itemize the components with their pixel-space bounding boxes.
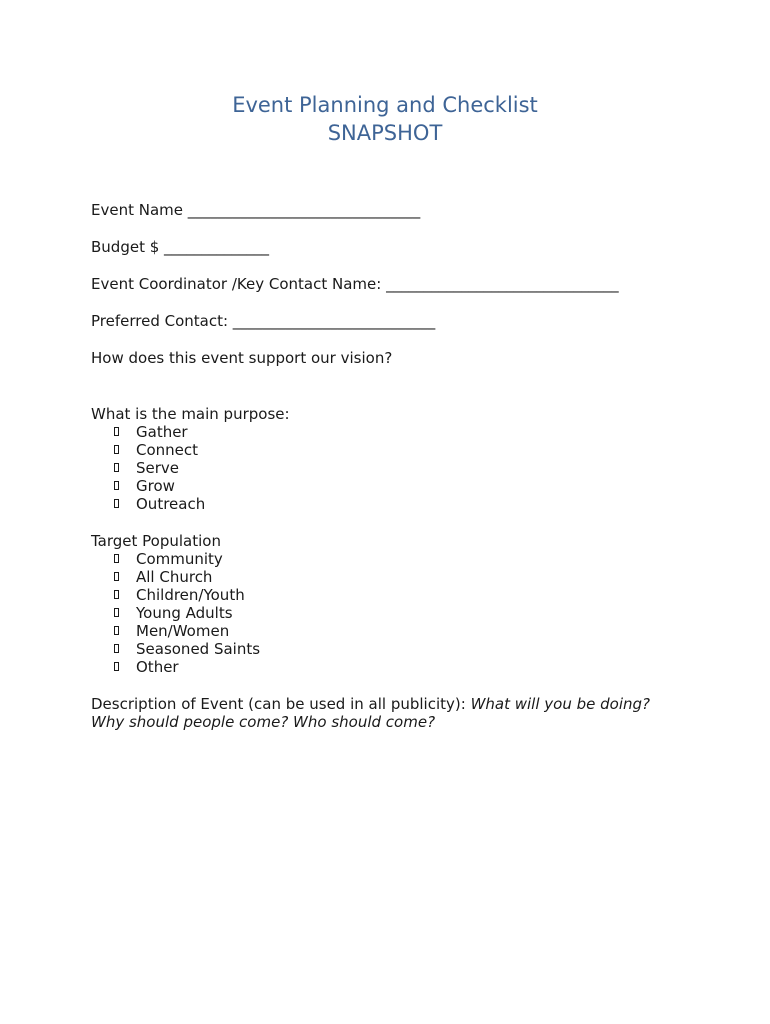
target-population-list: [91, 550, 691, 676]
checkbox-icon[interactable]: [114, 662, 119, 671]
checkbox-item-outreach[interactable]: [91, 495, 691, 513]
checkbox-label: Gather: [136, 423, 188, 441]
checkbox-item-other[interactable]: [91, 658, 691, 676]
checkbox-icon[interactable]: [114, 481, 119, 490]
checkbox-icon[interactable]: [114, 626, 119, 635]
checkbox-label: Serve: [136, 459, 180, 477]
checkbox-item-children-youth[interactable]: [91, 586, 691, 604]
checkbox-icon[interactable]: [114, 608, 119, 617]
checkbox-item-seasoned-saints[interactable]: [91, 640, 691, 658]
coordinator-field[interactable]: Event Coordinator /Key Contact Name: _______________________________: [91, 275, 619, 293]
checkbox-item-all-church[interactable]: [91, 568, 691, 586]
description-lead: Description of Event (can be used in all publicity):: [91, 695, 471, 713]
checkbox-label: Men/Women: [136, 622, 230, 640]
preferred-contact-field[interactable]: Preferred Contact: ___________________________: [91, 312, 436, 330]
checkbox-label: Children/Youth: [136, 586, 245, 604]
checkbox-icon[interactable]: [114, 499, 119, 508]
checkbox-label: Young Adults: [136, 604, 233, 622]
checkbox-icon[interactable]: [114, 427, 119, 436]
event-name-field[interactable]: Event Name _______________________________: [91, 201, 421, 219]
checkbox-icon[interactable]: [114, 644, 119, 653]
budget-field[interactable]: Budget $ ______________: [91, 238, 270, 256]
checkbox-label: Community: [136, 550, 223, 568]
form-content: [91, 201, 691, 731]
description-prompt-line-1: What will you be doing?: [470, 695, 650, 713]
document-title: [0, 91, 770, 147]
checkbox-icon[interactable]: [114, 463, 119, 472]
checkbox-item-connect[interactable]: [91, 441, 691, 459]
purpose-heading: What is the main purpose:: [91, 405, 290, 423]
checkbox-item-grow[interactable]: [91, 477, 691, 495]
checkbox-item-gather[interactable]: [91, 423, 691, 441]
checkbox-label: Outreach: [136, 495, 206, 513]
checkbox-icon[interactable]: [114, 590, 119, 599]
checkbox-item-community[interactable]: [91, 550, 691, 568]
title-line-2: SNAPSHOT: [327, 121, 443, 145]
description-prompt-line-2: Why should people come? Who should come?: [91, 713, 436, 731]
checkbox-label: Other: [136, 658, 179, 676]
checkbox-label: All Church: [136, 568, 213, 586]
checkbox-label: Seasoned Saints: [136, 640, 261, 658]
checkbox-icon[interactable]: [114, 572, 119, 581]
target-population-heading: Target Population: [91, 532, 221, 550]
checkbox-item-serve[interactable]: [91, 459, 691, 477]
vision-question: How does this event support our vision?: [91, 349, 393, 367]
purpose-list: [91, 423, 691, 513]
checkbox-label: Grow: [136, 477, 175, 495]
checkbox-label: Connect: [136, 441, 199, 459]
event-description-prompt: [91, 695, 691, 731]
title-line-1: Event Planning and Checklist: [232, 93, 538, 117]
checkbox-item-men-women[interactable]: [91, 622, 691, 640]
checkbox-icon[interactable]: [114, 445, 119, 454]
checkbox-icon[interactable]: [114, 554, 119, 563]
checkbox-item-young-adults[interactable]: [91, 604, 691, 622]
